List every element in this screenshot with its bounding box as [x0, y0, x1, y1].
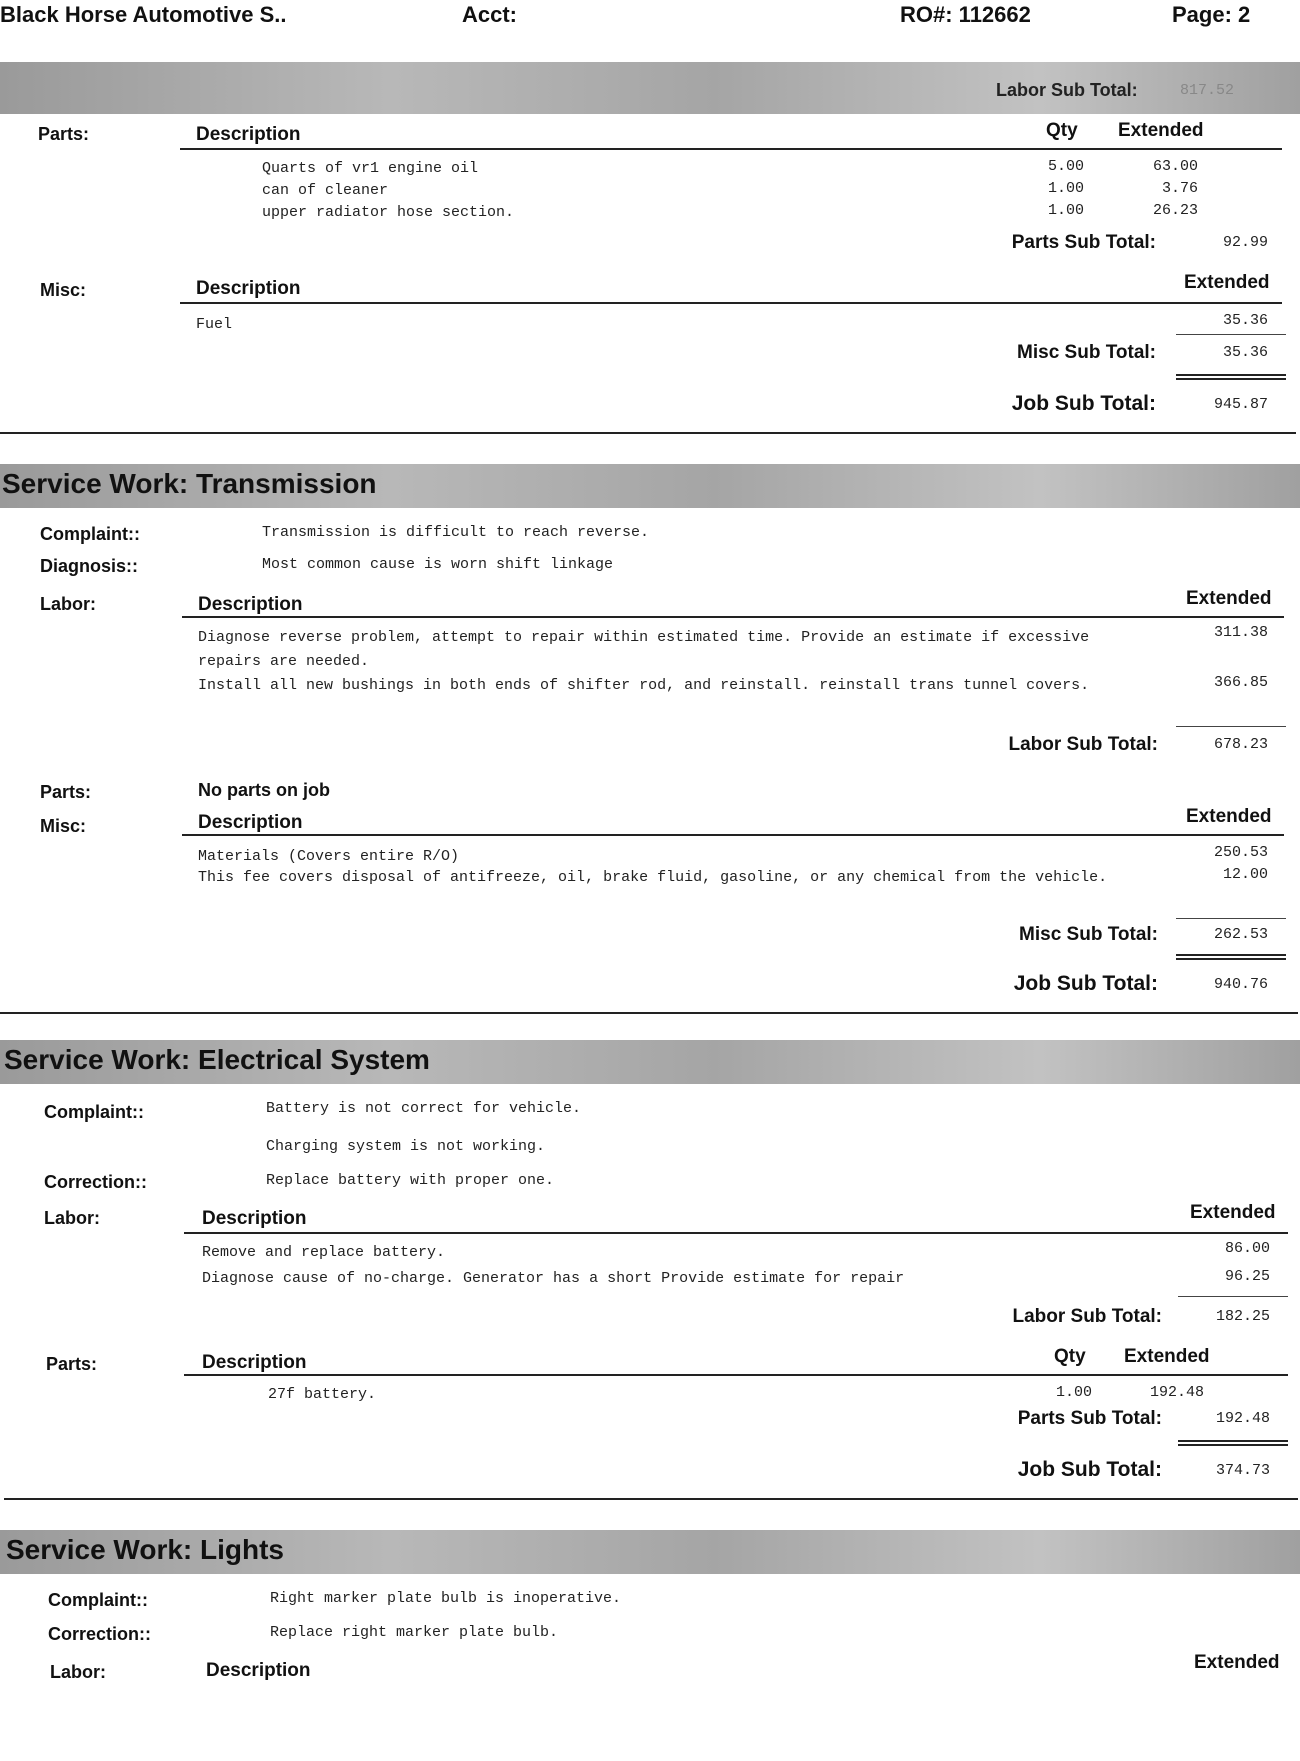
- misc-subtotal-value: 35.36: [1222, 344, 1268, 361]
- labor-label: Labor:: [50, 1662, 106, 1682]
- misc-description-header: Description: [198, 812, 303, 833]
- part-extended: 26.23: [1152, 202, 1198, 219]
- correction-label: Correction::: [48, 1624, 151, 1644]
- part-extended: 192.48: [1149, 1384, 1204, 1401]
- labor-subtotal-label: Labor Sub Total:: [1008, 734, 1158, 755]
- lights-title: Service Work: Lights: [6, 1534, 285, 1565]
- labor-extended: 366.85: [1213, 674, 1268, 691]
- section-divider: [0, 1012, 1298, 1014]
- labor-extended-header: Extended: [1194, 1652, 1280, 1673]
- labor-header-rule: [182, 616, 1284, 618]
- misc-description: Materials (Covers entire R/O): [198, 848, 460, 865]
- parts-subtotal-value: 192.48: [1215, 1410, 1270, 1427]
- misc-label: Misc:: [40, 816, 87, 836]
- section-divider: [4, 1498, 1298, 1500]
- labor-total-rule: [1178, 1296, 1288, 1297]
- misc-extended-header: Extended: [1184, 272, 1270, 293]
- misc-description-header: Description: [196, 278, 301, 299]
- labor-extended: 96.25: [1224, 1268, 1270, 1285]
- parts-subtotal-value: 92.99: [1222, 234, 1268, 251]
- part-description: upper radiator hose section.: [262, 204, 515, 221]
- misc-subtotal-label: Misc Sub Total:: [1019, 924, 1158, 945]
- labor-subtotal-value: 678.23: [1213, 736, 1268, 753]
- shop-name: Black Horse Automotive S..: [0, 2, 287, 27]
- job-total-double-rule: [1178, 1440, 1288, 1446]
- parts-label: Parts:: [40, 782, 92, 802]
- misc-subtotal-value: 262.53: [1213, 926, 1268, 943]
- misc-description: This fee covers disposal of antifreeze, oil, brake fluid, gasoline, or any chemical from the vehicle.: [198, 869, 1108, 886]
- complaint-label: Complaint::: [40, 524, 140, 544]
- job-total-double-rule: [1176, 954, 1286, 960]
- misc-total-rule: [1176, 918, 1286, 919]
- part-description: can of cleaner: [262, 182, 389, 199]
- part-description: 27f battery.: [268, 1386, 377, 1403]
- misc-extended-header: Extended: [1186, 806, 1272, 827]
- job-subtotal-value: 945.87: [1213, 396, 1268, 413]
- misc-description: Fuel: [196, 316, 233, 333]
- labor-description: Remove and replace battery.: [202, 1244, 446, 1261]
- part-qty: 1.00: [1048, 180, 1085, 197]
- job-subtotal-label: Job Sub Total:: [1017, 1458, 1162, 1481]
- job-total-double-rule: [1176, 374, 1286, 380]
- part-qty: 1.00: [1048, 202, 1085, 219]
- labor-description-header: Description: [202, 1208, 307, 1229]
- complaint-label: Complaint::: [48, 1590, 148, 1610]
- labor-header-rule: [184, 1232, 1288, 1234]
- parts-qty-header: Qty: [1054, 1346, 1086, 1367]
- job-subtotal-label: Job Sub Total:: [1013, 972, 1158, 995]
- labor-extended: 311.38: [1213, 624, 1268, 641]
- labor-description: Diagnose cause of no-charge. Generator has a short Provide estimate for repair: [202, 1270, 905, 1287]
- job-subtotal-value: 940.76: [1213, 976, 1268, 993]
- misc-header-rule: [180, 302, 1282, 304]
- correction-label: Correction::: [44, 1172, 147, 1192]
- job-subtotal-label: Job Sub Total:: [1011, 392, 1156, 415]
- top-labor-subtotal-label: Labor Sub Total:: [996, 80, 1138, 100]
- complaint-text: Charging system is not working.: [266, 1138, 546, 1155]
- parts-subtotal-label: Parts Sub Total:: [1017, 1408, 1162, 1429]
- page-number: Page: 2: [1172, 2, 1251, 27]
- complaint-label: Complaint::: [44, 1102, 144, 1122]
- parts-label: Parts:: [46, 1354, 98, 1374]
- misc-extended: 250.53: [1213, 844, 1268, 861]
- complaint-text: Transmission is difficult to reach reverse.: [262, 524, 650, 541]
- diagnosis-label: Diagnosis::: [40, 556, 139, 576]
- job-subtotal-value: 374.73: [1215, 1462, 1270, 1479]
- labor-total-rule: [1176, 726, 1286, 727]
- labor-label: Labor:: [40, 594, 96, 614]
- labor-extended-header: Extended: [1190, 1202, 1276, 1223]
- correction-text: Replace right marker plate bulb.: [270, 1624, 559, 1641]
- misc-subtotal-label: Misc Sub Total:: [1017, 342, 1156, 363]
- misc-total-rule: [1176, 334, 1286, 335]
- labor-extended-header: Extended: [1186, 588, 1272, 609]
- part-extended: 63.00: [1152, 158, 1198, 175]
- ro-number: RO#: 112662: [900, 2, 1031, 27]
- labor-description-header: Description: [198, 594, 303, 615]
- top-labor-subtotal-value: 817.52: [1180, 82, 1235, 99]
- labor-extended: 86.00: [1224, 1240, 1270, 1257]
- labor-subtotal-value: 182.25: [1215, 1308, 1270, 1325]
- misc-extended: 35.36: [1222, 312, 1268, 329]
- labor-label: Labor:: [44, 1208, 100, 1228]
- parts-description-header: Description: [202, 1352, 307, 1373]
- labor-subtotal-label: Labor Sub Total:: [1012, 1306, 1162, 1327]
- parts-subtotal-label: Parts Sub Total:: [1011, 232, 1156, 253]
- misc-header-rule: [182, 834, 1284, 836]
- transmission-title: Service Work: Transmission: [2, 468, 377, 499]
- misc-label: Misc:: [40, 280, 87, 300]
- part-description: Quarts of vr1 engine oil: [262, 160, 479, 177]
- parts-description-header: Description: [196, 124, 301, 145]
- no-parts-text: No parts on job: [198, 780, 330, 800]
- part-qty: 1.00: [1056, 1384, 1093, 1401]
- parts-extended-header: Extended: [1118, 120, 1204, 141]
- parts-qty-header: Qty: [1046, 120, 1078, 141]
- part-extended: 3.76: [1161, 180, 1198, 197]
- misc-extended: 12.00: [1222, 866, 1268, 883]
- electrical-title: Service Work: Electrical System: [4, 1044, 430, 1075]
- parts-header-rule: [184, 1374, 1288, 1376]
- diagnosis-text: Most common cause is worn shift linkage: [262, 556, 614, 573]
- labor-description: Diagnose reverse problem, attempt to repair within estimated time. Provide an estimate if excessive repairs are needed.: [198, 629, 1090, 670]
- complaint-text: Battery is not correct for vehicle.: [266, 1100, 582, 1117]
- parts-header-rule: [180, 148, 1282, 150]
- parts-extended-header: Extended: [1124, 1346, 1210, 1367]
- parts-label: Parts:: [38, 124, 90, 144]
- labor-description-header: Description: [206, 1660, 311, 1681]
- section-divider: [0, 432, 1296, 434]
- labor-description: Install all new bushings in both ends of shifter rod, and reinstall. reinstall trans tunnel covers.: [198, 677, 1090, 694]
- correction-text: Replace battery with proper one.: [266, 1172, 555, 1189]
- complaint-text: Right marker plate bulb is inoperative.: [270, 1590, 622, 1607]
- part-qty: 5.00: [1048, 158, 1085, 175]
- account-label: Acct:: [462, 2, 518, 27]
